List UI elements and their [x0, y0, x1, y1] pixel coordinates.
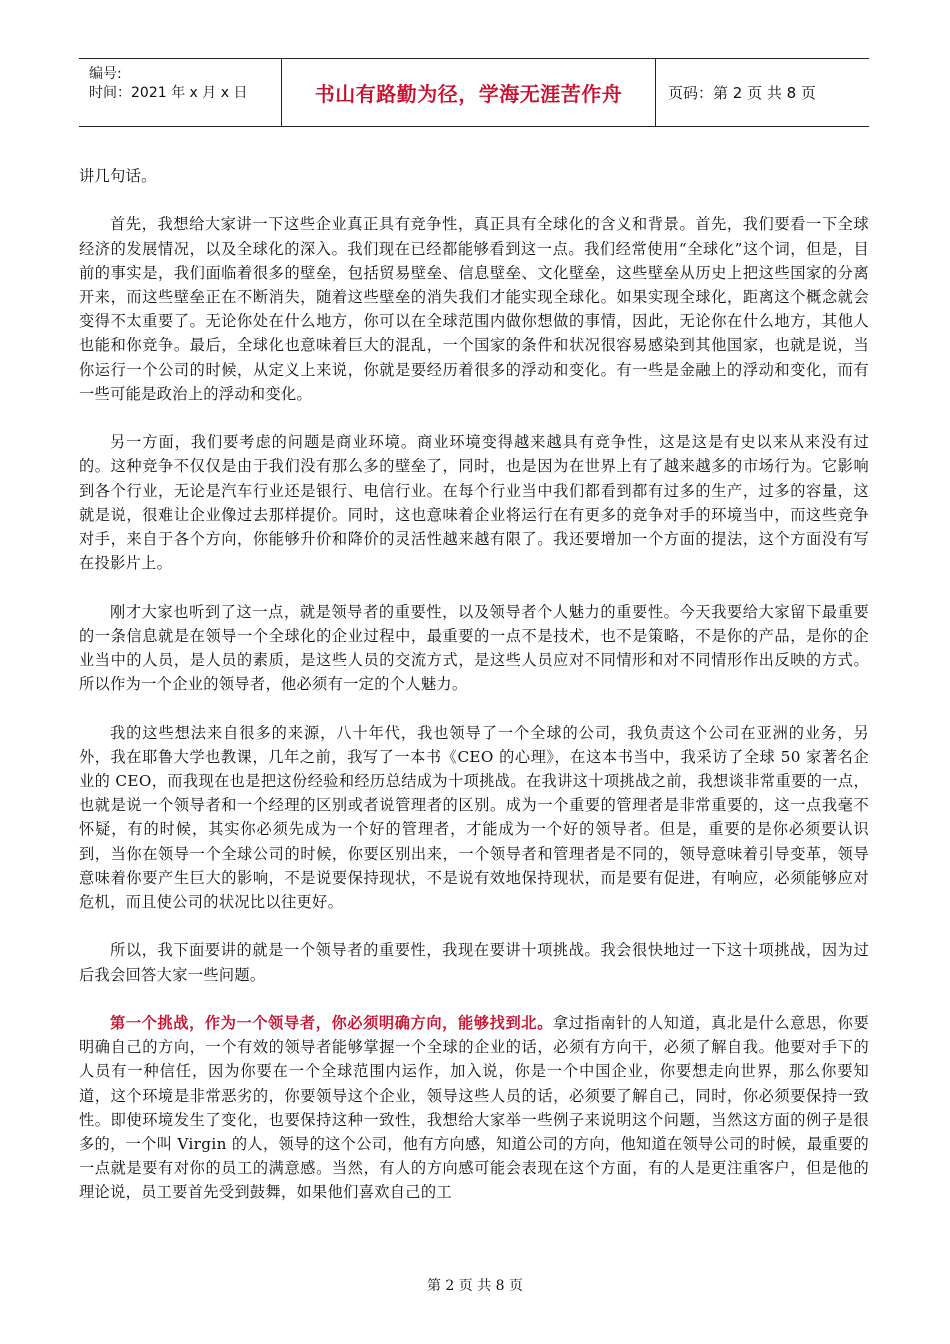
header-meta: [79, 59, 282, 126]
paragraph-globalization: 首先，我想给大家讲一下这些企业真正具有竞争性，真正具有全球化的含义和背景。首先，我们要看一下全球经济的发展情况，以及全球化的深入。我们现在已经都能够看到这一点。我们经常使用“全球化”这个词，但是，目前的事实是，我们面临着很多的壁垒，包括贸易壁垒、信息壁垒、文化壁垒，这些壁垒从历史上把这些国家的分离开来，而这些壁垒正在不断消失，随着这些壁垒的消失我们才能实现全球化。如果实现全球化，距离这个概念就会变得不太重要了。无论你处在什么地方，你可以在全球范围内做你想做的事情，因此，无论你在什么地方，其他人也能和你竞争。最后，全球化也意味着巨大的混乱，一个国家的条件和状况很容易感染到其他国家，也就是说，当你运行一个公司的时候，从定义上来说，你就是要经历着很多的浮动和变化。有一些是金融上的浮动和变化，而有一些可能是政治上的浮动和变化。: [79, 215, 869, 403]
paragraph-leadership: 刚才大家也听到了这一点，就是领导者的重要性，以及领导者个人魅力的重要性。今天我要给大家留下最重要的一条信息就是在领导一个全球化的企业过程中，最重要的一点不是技术，也不是策略，不是你的产品，是你的企业当中的人员，是人员的素质，是这些人员的交流方式，是这些人员应对不同情形和对不同情形作出反映的方式。所以作为一个企业的领导者，他必须有一定的个人魅力。: [79, 602, 869, 694]
paragraph-business-environment: 另一方面，我们要考虑的问题是商业环境。商业环境变得越来越具有竞争性，这是这是有史以来从来没有过的。这种竞争不仅仅是由于我们没有那么多的壁垒了，同时，也是因为在世界上有了越来越多的市场行为。它影响到各个行业，无论是汽车行业还是银行、电信行业。在每个行业当中我们都看到都有过多的生产，过多的容量，这就是说，很难让企业像过去那样提价。同时，这也意味着企业将运行在有更多的竞争对手的环境当中，而这些竞争对手，来自于各个方向，你能够升价和降价的灵活性越来越有限了。我还要增加一个方面的提法，这个方面没有写在投影片上。: [79, 433, 869, 573]
page-footer: 第 2 页 共 8 页: [426, 1278, 524, 1294]
paragraph-first-challenge: [79, 1011, 869, 1205]
paragraph-intro: 讲几句话。: [79, 167, 157, 185]
page-header: [79, 58, 869, 127]
first-challenge-heading: 第一个挑战，作为一个领导者，你必须明确方向，能够找到北。: [110, 1014, 553, 1033]
document-body: [79, 164, 869, 1229]
header-motto: 书山有路勤为径，学海无涯苦作舟: [282, 59, 656, 126]
paragraph-ten-challenges: 所以，我下面要讲的就是一个领导者的重要性，我现在要讲十项挑战。我会很快地过一下这十项挑战，因为过后我会回答大家一些问题。: [79, 941, 869, 984]
doc-number-label: 编号:: [89, 66, 122, 82]
doc-time-label: 时间：2021 年 x 月 x 日: [89, 85, 248, 101]
first-challenge-text: 拿过指南针的人知道，真北是什么意思，你要明确自己的方向，一个有效的领导者能够掌握一个全球的企业的话，必须有方向干，必须了解自我。他要对手下的人员有一种信任，因为你要在一个全球范围内运作，加入说，你是一个中国企业，你要想走向世界，那么你要知道，这个环境是非常恶劣的，你要领导这个企业，领导这些人员的话，必须要了解自己，同时，你必须要保持一致性。即使环境发生了变化，也要保持这种一致性，我想给大家举一些例子来说明这个问题，当然这方面的例子是很多的，一个叫 Virgin 的人，领导的这个公司，他有方向感，知道公司的方向，他知道在领导公司的时候，最重要的一点就是要有对你的员工的满意感。当然，有人的方向感可能会表现在这个方面，有的人是更注重客户，但是他的理论说，员工要首先受到鼓舞，如果他们喜欢自己的工: [79, 1014, 869, 1202]
header-page-info: 页码：第 2 页 共 8 页: [668, 84, 816, 102]
paragraph-sources: 我的这些想法来自很多的来源，八十年代，我也领导了一个全球的公司，我负责这个公司在亚洲的业务，另外，我在耶鲁大学也教课，几年之前，我写了一本书《CEO 的心理》，在这本书当中，我采访了全球 50 家著名企业的 CEO，而我现在也是把这份经验和经历总结成为十项挑战。在我讲这十项挑战之前，我想谈非常重要的一点，也就是说一个领导者和一个经理的区别或者说管理者的区别。成为一个重要的管理者是非常重要的，这一点我毫不怀疑，有的时候，其实你必须先成为一个好的管理者，才能成为一个好的领导者。但是，重要的是你必须要认识到，当你在领导一个全球公司的时候，你要区别出来，一个领导者和管理者是不同的，领导意味着引导变革，领导意味着你要产生巨大的影响，不是说要保持现状，不是说有效地保持现状，而是要有促进，有响应，必须能够应对危机，而且使公司的状况比以往更好。: [79, 723, 869, 912]
